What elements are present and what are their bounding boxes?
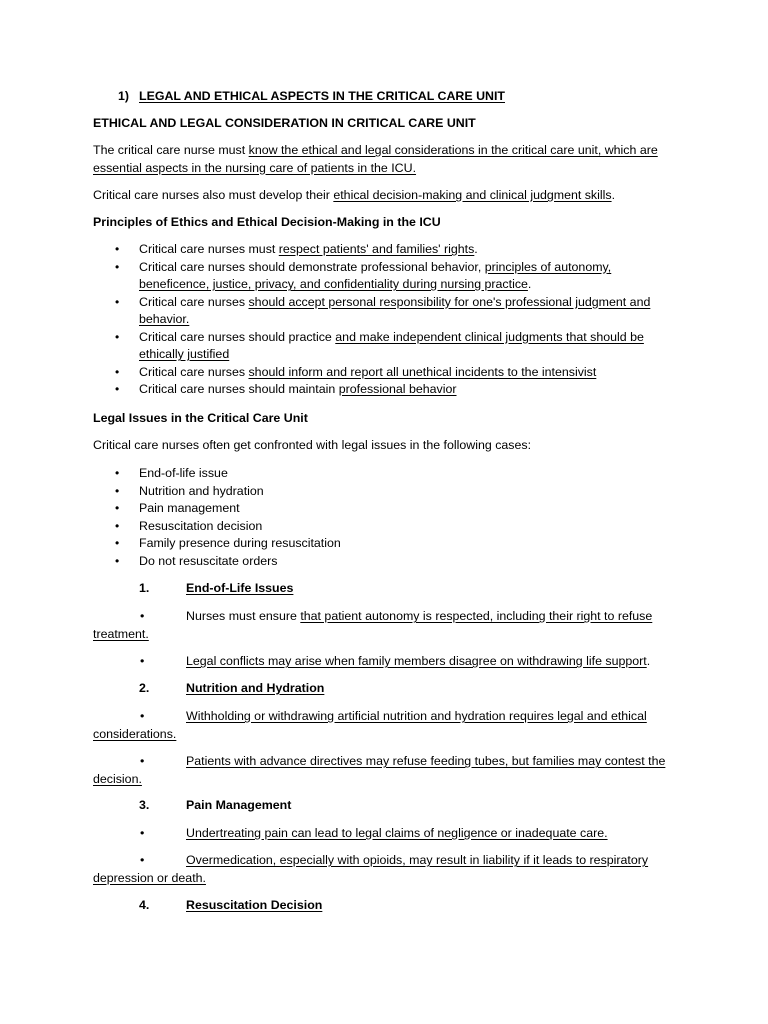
bullet-icon: • bbox=[115, 501, 120, 515]
pain-item: • Overmedication, especially with opioids, may result in liability if it leads to respiratory depression or death. bbox=[93, 853, 649, 885]
bullet-icon: • bbox=[115, 242, 120, 256]
bullet-icon: • bbox=[115, 483, 120, 498]
intro-paragraph-text: The critical care nurse must bbox=[93, 143, 249, 157]
list-item: • Critical care nurses should maintain professional behavior bbox=[93, 381, 675, 399]
nutrition-item: • Withholding or withdrawing artificial nutrition and hydration requires legal and ethical considerations. bbox=[93, 709, 647, 741]
list-item: • End-of-life issue bbox=[93, 465, 675, 483]
bullet-icon: • bbox=[115, 329, 120, 344]
bullet-icon: • bbox=[140, 826, 145, 840]
main-heading bbox=[118, 88, 505, 106]
list-item: • Critical care nurses must respect patients' and families' rights. bbox=[93, 241, 675, 259]
bullet-icon: • bbox=[140, 754, 145, 768]
intro-paragraph bbox=[93, 142, 675, 177]
skills-paragraph-text: Critical care nurses also must develop their bbox=[93, 188, 334, 202]
ethics-principles-list bbox=[93, 241, 675, 399]
list-item: • Critical care nurses should demonstrate professional behavior, principles of autonomy, beneficence, justice, privacy, and confidentiality during nursing practice. bbox=[115, 259, 612, 291]
subsection-heading-pain: 3. Pain Management bbox=[139, 798, 292, 812]
end-of-life-item: • Legal conflicts may arise when family members disagree on withdrawing life support. bbox=[93, 653, 675, 671]
main-heading-text: LEGAL AND ETHICAL ASPECTS IN THE CRITICAL CARE UNIT bbox=[139, 89, 505, 103]
subsection-heading-resuscitation: 4. Resuscitation Decision bbox=[139, 898, 323, 912]
legal-issues-list bbox=[93, 465, 675, 570]
main-heading-number: 1) bbox=[118, 89, 130, 103]
list-item: • Resuscitation decision bbox=[93, 518, 675, 536]
bullet-icon: • bbox=[115, 466, 120, 480]
bullet-icon: • bbox=[140, 853, 145, 867]
list-item: • Family presence during resuscitation bbox=[93, 535, 675, 553]
section-heading-legal-issues: Legal Issues in the Critical Care Unit bbox=[93, 411, 308, 425]
bullet-icon: • bbox=[115, 364, 120, 379]
list-item: • Nutrition and hydration bbox=[93, 483, 675, 501]
skills-paragraph-underlined: ethical decision-making and clinical judgment skills bbox=[333, 188, 612, 202]
list-item: • Critical care nurses should accept personal responsibility for one's professional judgment and behavior. bbox=[115, 294, 651, 326]
subsection-heading-end-of-life: 1. End-of-Life Issues bbox=[139, 581, 294, 595]
section-heading-principles: Principles of Ethics and Ethical Decision-Making in the ICU bbox=[93, 215, 441, 229]
bullet-icon: • bbox=[140, 709, 145, 723]
bullet-icon: • bbox=[115, 294, 120, 309]
list-item: • Critical care nurses should practice and make independent clinical judgments that should be ethically justified bbox=[115, 329, 644, 361]
bullet-icon: • bbox=[115, 536, 120, 550]
pain-item: • Undertreating pain can lead to legal claims of negligence or inadequate care. bbox=[93, 825, 675, 843]
intro-paragraph-underlined: know the ethical and legal considerations in the critical care unit, which are essential aspects in the nursing care of patients in the ICU. bbox=[93, 143, 658, 175]
subsection-heading-nutrition: 2. Nutrition and Hydration bbox=[139, 681, 325, 695]
bullet-icon: • bbox=[115, 382, 120, 396]
end-of-life-item: • Nurses must ensure that patient autonomy is respected, including their right to refuse treatment. bbox=[93, 609, 653, 641]
list-item: • Do not resuscitate orders bbox=[93, 553, 675, 571]
bullet-icon: • bbox=[140, 609, 145, 623]
skills-paragraph bbox=[93, 187, 675, 205]
skills-paragraph-end: . bbox=[611, 188, 616, 202]
bullet-icon: • bbox=[115, 259, 120, 274]
bullet-icon: • bbox=[115, 553, 120, 568]
bullet-icon: • bbox=[140, 654, 145, 668]
bullet-icon: • bbox=[115, 518, 120, 533]
nutrition-item: • Patients with advance directives may refuse feeding tubes, but families may contest the decision. bbox=[93, 754, 666, 786]
legal-issues-intro: Critical care nurses often get confronted with legal issues in the following cases: bbox=[93, 438, 532, 452]
list-item: • Pain management bbox=[93, 500, 675, 518]
list-item: • Critical care nurses should inform and report all unethical incidents to the intensivist bbox=[93, 364, 675, 382]
section-heading-ethical-legal: ETHICAL AND LEGAL CONSIDERATION IN CRITICAL CARE UNIT bbox=[93, 116, 476, 130]
